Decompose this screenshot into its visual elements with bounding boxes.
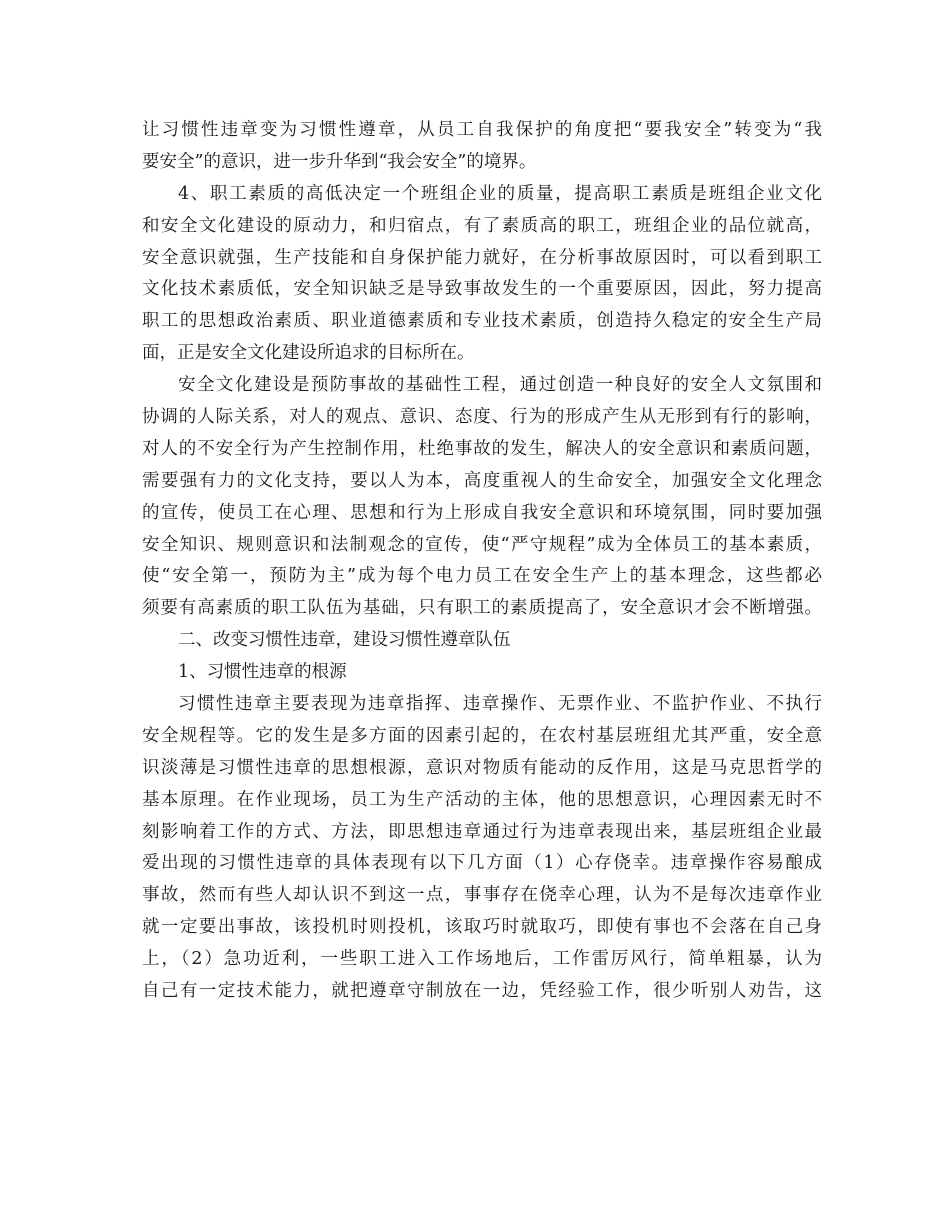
text-line: 安全规程等。它的发生是多方面的因素引起的，在农村基层班组尤其严重，安全意 (142, 725, 822, 746)
text-line: 职工的思想政治素质、职业道德素质和专业技术素质，创造持久稳定的安全生产局 (142, 311, 822, 332)
text-line: 协调的人际关系，对人的观点、意识、态度、行为的形成产生从无形到有行的影响， (142, 407, 822, 428)
text-line: 爱出现的习惯性违章的具体表现有以下几方面（1）心存侥幸。违章操作容易酿成 (142, 853, 822, 874)
text-line: 4、职工素质的高低决定一个班组企业的质量，提高职工素质是班组企业文化 (178, 183, 822, 204)
text-line: 要安全”的意识，进一步升华到“我会安全”的境界。 (142, 151, 537, 172)
text-line: 和安全文化建设的原动力，和归宿点，有了素质高的职工，班组企业的品位就高， (142, 215, 822, 236)
text-line: 的宣传，使员工在心理、思想和行为上形成自我安全意识和环境氛围，同时要加强 (142, 502, 822, 523)
text-line: 基本原理。在作业现场，员工为生产活动的主体，他的思想意识，心理因素无时不 (142, 789, 822, 810)
text-line: 识淡薄是习惯性违章的思想根源，意识对物质有能动的反作用，这是马克思哲学的 (142, 757, 822, 778)
text-line: 安全意识就强，生产技能和自身保护能力就好，在分析事故原因时，可以看到职工 (142, 247, 822, 268)
text-line: 让习惯性违章变为习惯性遵章，从员工自我保护的角度把“要我安全”转变为“我 (142, 120, 822, 140)
text-line: 习惯性违章主要表现为违章指挥、违章操作、无票作业、不监护作业、不执行 (178, 694, 822, 715)
text-line: 文化技术素质低，安全知识缺乏是导致事故发生的一个重要原因，因此，努力提高 (142, 279, 822, 300)
text-line: 对人的不安全行为产生控制作用，杜绝事故的发生，解决人的安全意识和素质问题， (142, 438, 822, 459)
text-line: 面，正是安全文化建设所追求的目标所在。 (142, 343, 475, 364)
text-line: 安全知识、规则意识和法制观念的宣传，使“严守规程”成为全体员工的基本素质， (142, 534, 822, 555)
text-line: 二、改变习惯性违章，建设习惯性遵章队伍 (178, 630, 511, 651)
text-line: 事故，然而有些人却认识不到这一点，事事存在侥幸心理，认为不是每次违章作业 (142, 885, 822, 906)
text-line: 自己有一定技术能力，就把遵章守制放在一边，凭经验工作，很少听别人劝告，这 (142, 981, 822, 1002)
text-line: 使“安全第一，预防为主”成为每个电力员工在安全生产上的基本理念，这些都必 (142, 566, 822, 587)
text-line: 就一定要出事故，该投机时则投机，该取巧时就取巧，即使有事也不会落在自己身 (142, 917, 822, 938)
document-body (142, 115, 822, 1008)
text-line: 需要强有力的文化支持，要以人为本，高度重视人的生命安全，加强安全文化理念 (142, 470, 822, 491)
text-line: 须要有高素质的职工队伍为基础，只有职工的素质提高了，安全意识才会不断增强。 (142, 598, 822, 619)
text-line: 1、习惯性违章的根源 (178, 662, 347, 683)
text-line: 上，（2）急功近利，一些职工进入工作场地后，工作雷厉风行，简单粗暴，认为 (142, 949, 822, 970)
text-line: 刻影响着工作的方式、方法，即思想违章通过行为违章表现出来，基层班组企业最 (142, 821, 822, 842)
text-line: 安全文化建设是预防事故的基础性工程，通过创造一种良好的安全人文氛围和 (178, 375, 822, 396)
